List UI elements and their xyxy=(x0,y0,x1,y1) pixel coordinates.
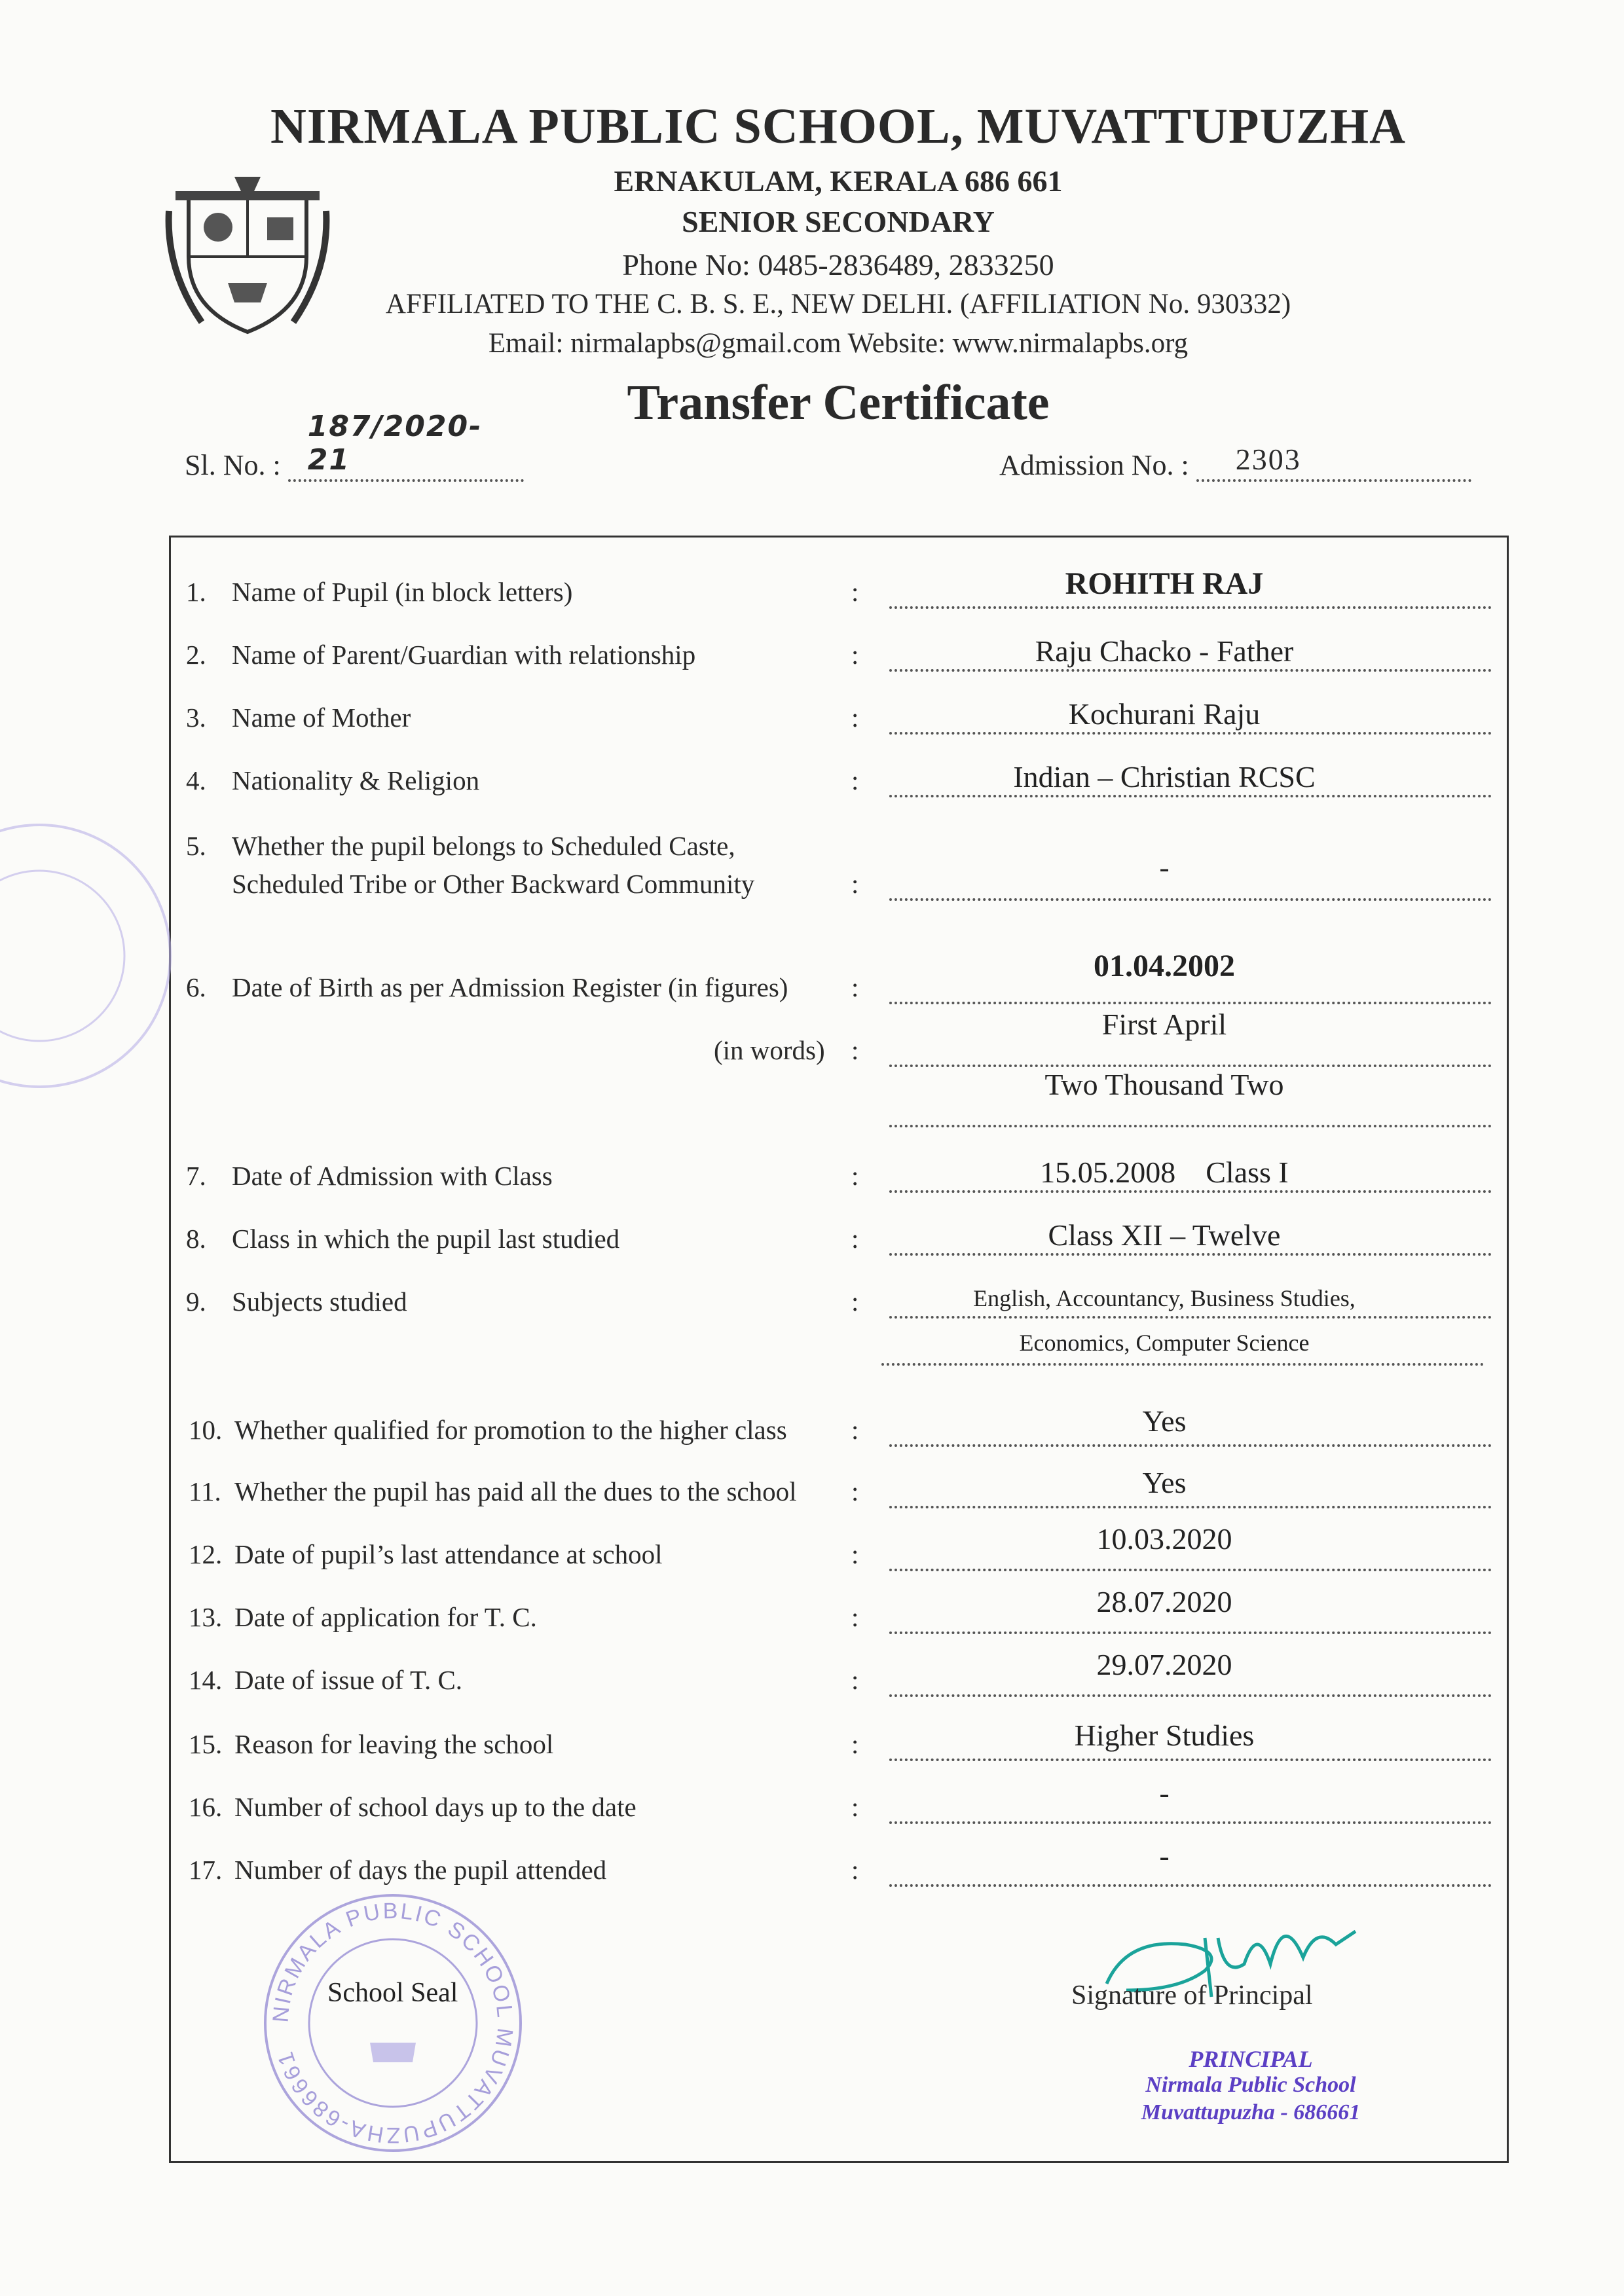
field-colon: : xyxy=(851,972,859,1002)
field-label: Date of pupil’s last attendance at school xyxy=(234,1539,663,1569)
field-label: Name of Mother xyxy=(232,702,411,733)
field-colon: : xyxy=(851,1792,859,1822)
field-value: 29.07.2020 xyxy=(1096,1648,1232,1681)
field-label: Nationality & Religion xyxy=(232,765,480,795)
field-label: Scheduled Tribe or Other Backward Community xyxy=(232,869,755,899)
field-colon: : xyxy=(851,765,859,795)
field-colon: : xyxy=(851,1161,859,1191)
field-number: 3. xyxy=(186,702,206,733)
field-colon: : xyxy=(851,577,859,607)
admission-label: Admission No. : xyxy=(999,449,1189,481)
field-number: 1. xyxy=(186,577,206,607)
field-value: - xyxy=(1159,850,1170,884)
field-value: Indian – Christian RCSC xyxy=(1013,760,1316,793)
field-colon: : xyxy=(851,1539,859,1569)
field-number: 14. xyxy=(189,1665,223,1695)
field-label: Number of days the pupil attended xyxy=(234,1855,607,1885)
field-number: 5. xyxy=(186,831,206,861)
field-label: Date of application for T. C. xyxy=(234,1602,537,1632)
field-number: 10. xyxy=(189,1415,223,1445)
field-label: Reason for leaving the school xyxy=(234,1729,554,1759)
field-label: Class in which the pupil last studied xyxy=(232,1224,620,1254)
field-colon: : xyxy=(851,1855,859,1885)
field-value: - xyxy=(1159,1839,1170,1872)
field-label: Subjects studied xyxy=(232,1286,407,1317)
field-value: Class XII – Twelve xyxy=(1048,1218,1281,1252)
field-number: 9. xyxy=(186,1286,206,1317)
field-number: 16. xyxy=(189,1792,223,1822)
field-colon: : xyxy=(851,1665,859,1695)
field-label: Date of Birth as per Admission Register (in figures) xyxy=(232,972,788,1002)
field-value: Yes xyxy=(1142,1466,1187,1499)
field-label: Number of school days up to the date xyxy=(234,1792,637,1822)
school-contact: Email: nirmalapbs@gmail.com Website: www.nirmalapbs.org xyxy=(488,328,1189,359)
field-number: 7. xyxy=(186,1161,206,1191)
school-name: NIRMALA PUBLIC SCHOOL, MUVATTUPUZHA xyxy=(270,99,1406,154)
principal-stamp-title: PRINCIPAL xyxy=(1189,2046,1313,2072)
field-label: (in words) xyxy=(714,1035,825,1065)
field-label: Whether the pupil has paid all the dues to the school xyxy=(234,1476,797,1506)
field-value: First April xyxy=(1101,1008,1227,1041)
field-value: Economics, Computer Science xyxy=(1019,1330,1310,1356)
field-number: 4. xyxy=(186,765,206,795)
field-label: Name of Pupil (in block letters) xyxy=(232,577,573,607)
field-number: 6. xyxy=(186,972,206,1002)
field-number: 13. xyxy=(189,1602,223,1632)
field-value: English, Accountancy, Business Studies, xyxy=(973,1285,1356,1311)
field-colon: : xyxy=(851,1035,859,1065)
seal-label: School Seal xyxy=(327,1978,458,2008)
field-number: 15. xyxy=(189,1729,223,1759)
field-number: 11. xyxy=(189,1476,221,1506)
admission-value: 2303 xyxy=(1235,443,1301,476)
field-value: - xyxy=(1159,1776,1170,1810)
field-number: 2. xyxy=(186,640,206,670)
school-affiliation: AFFILIATED TO THE C. B. S. E., NEW DELHI. (AFFILIATION No. 930332) xyxy=(385,289,1291,319)
field-label: Whether the pupil belongs to Scheduled Caste, xyxy=(232,831,735,861)
signature-label: Signature of Principal xyxy=(1071,1980,1313,2011)
field-number: 12. xyxy=(189,1539,223,1569)
field-value: 15.05.2008 Class I xyxy=(1040,1156,1289,1189)
field-value: ROHITH RAJ xyxy=(1065,566,1264,601)
school-address: ERNAKULAM, KERALA 686 661 xyxy=(614,164,1063,198)
certificate-title: Transfer Certificate xyxy=(627,375,1050,430)
serial-value: 187/2020-21 xyxy=(307,410,483,477)
admission-number xyxy=(999,445,1471,482)
field-colon: : xyxy=(851,1224,859,1254)
school-level: SENIOR SECONDARY xyxy=(682,205,995,238)
field-colon: : xyxy=(851,1415,859,1445)
serial-number xyxy=(185,410,524,482)
field-value: Higher Studies xyxy=(1074,1719,1255,1752)
field-value: 28.07.2020 xyxy=(1096,1585,1232,1618)
field-value: Yes xyxy=(1142,1404,1187,1438)
field-value: Kochurani Raju xyxy=(1068,697,1261,731)
seal-ring-text: NIRMALA PUBLIC SCHOOL MUVATTUPUZHA-686661 xyxy=(268,1898,518,2148)
field-colon: : xyxy=(851,1476,859,1506)
field-colon: : xyxy=(851,1602,859,1632)
field-label: Date of issue of T. C. xyxy=(234,1665,463,1695)
school-phone: Phone No: 0485-2836489, 2833250 xyxy=(622,248,1054,282)
field-value: Raju Chacko - Father xyxy=(1035,634,1294,668)
field-colon: : xyxy=(851,869,859,899)
field-colon: : xyxy=(851,1286,859,1317)
field-value: 10.03.2020 xyxy=(1096,1522,1232,1556)
field-colon: : xyxy=(851,640,859,670)
field-number: 17. xyxy=(189,1855,223,1885)
field-number: 8. xyxy=(186,1224,206,1254)
field-value: Two Thousand Two xyxy=(1044,1068,1284,1101)
serial-label: Sl. No. : xyxy=(185,449,281,481)
field-label: Whether qualified for promotion to the higher class xyxy=(234,1415,787,1445)
faded-seal-stamp xyxy=(0,812,183,1100)
school-seal-stamp xyxy=(255,1886,530,2160)
svg-text:NIRMALA PUBLIC SCHOOL MUVATTU xyxy=(268,1899,518,2147)
principal-stamp-place: Muvattupuzha - 686661 xyxy=(1141,2100,1361,2124)
field-colon: : xyxy=(851,702,859,733)
field-label: Date of Admission with Class xyxy=(232,1161,553,1191)
field-colon: : xyxy=(851,1729,859,1759)
field-label: Name of Parent/Guardian with relationship xyxy=(232,640,696,670)
field-value: 01.04.2002 xyxy=(1094,949,1235,983)
principal-stamp-school: Nirmala Public School xyxy=(1145,2073,1356,2097)
